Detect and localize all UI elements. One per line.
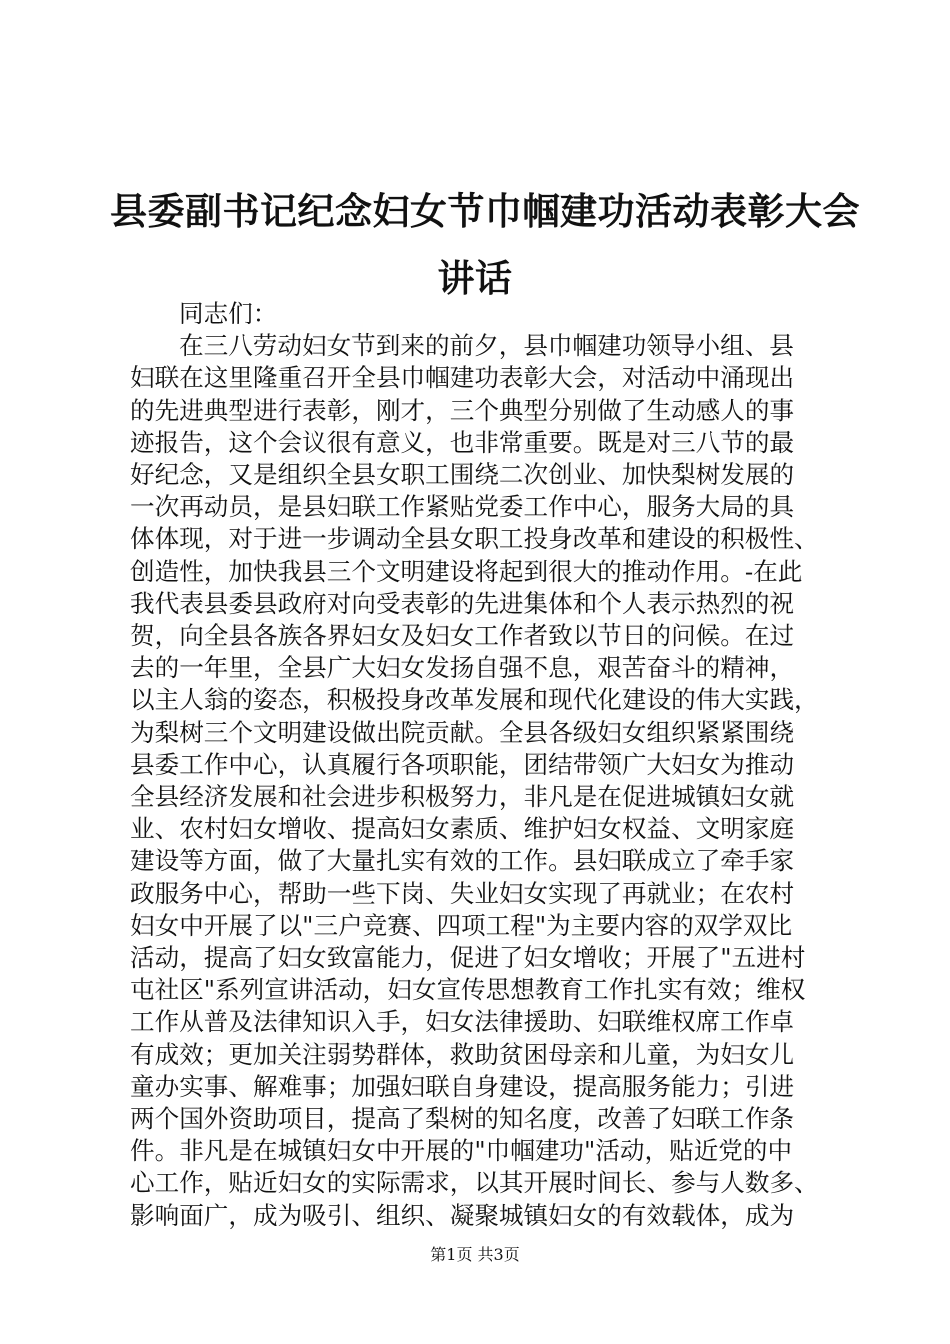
body-line: 在三八劳动妇女节到来的前夕，县巾帼建功领导小组、县 [179,331,794,361]
body-line: 我代表县委县政府对向受表彰的先进集体和个人表示热烈的祝 [130,588,795,618]
body-line: 贺，向全县各族各界妇女及妇女工作者致以节日的问候。在过 [130,621,795,651]
body-line: 体体现，对于进一步调动全县女职工投身改革和建设的积极性、 [130,524,819,554]
body-line: 影响面广，成为吸引、组织、凝聚城镇妇女的有效载体，成为 [130,1200,795,1230]
body-line: 童办实事、解难事；加强妇联自身建设，提高服务能力；引进 [130,1071,795,1101]
body-line: 创造性，加快我县三个文明建设将起到很大的推动作用。-在此 [130,556,803,586]
body-line: 有成效；更加关注弱势群体，救助贫困母亲和儿童，为妇女儿 [130,1039,795,1069]
salutation: 同志们： [179,299,278,328]
body-line: 屯社区"系列宣讲活动，妇女宣传思想教育工作扎实有效；维权 [130,975,806,1005]
body-line: 的先进典型进行表彰，刚才，三个典型分别做了生动感人的事 [130,395,795,425]
body-line: 妇女中开展了以"三户竞赛、四项工程"为主要内容的双学双比 [130,910,793,940]
body-line: 好纪念，又是组织全县女职工围绕二次创业、加快梨树发展的 [130,460,795,490]
page-footer: 第1页 共3页 [430,1245,520,1264]
body-line: 为梨树三个文明建设做出院贡献。全县各级妇女组织紧紧围绕 [130,717,795,747]
body-line: 一次再动员，是县妇联工作紧贴党委工作中心，服务大局的具 [130,492,795,522]
body-line: 建设等方面，做了大量扎实有效的工作。县妇联成立了牵手家 [130,846,795,876]
title-line-1: 县委副书记纪念妇女节巾帼建功活动表彰大会 [110,189,860,233]
body-line: 工作从普及法律知识入手，妇女法律援助、妇联维权席工作卓 [130,1007,795,1037]
body-line: 县委工作中心，认真履行各项职能，团结带领广大妇女为推动 [130,749,795,779]
body-line: 全县经济发展和社会进步积极努力，非凡是在促进城镇妇女就 [130,782,795,812]
body-line: 以主人翁的姿态，积极投身改革发展和现代化建设的伟大实践， [130,685,819,715]
body-line: 两个国外资助项目，提高了梨树的知名度，改善了妇联工作条 [130,1104,795,1134]
body-line: 去的一年里，全县广大妇女发扬自强不息，艰苦奋斗的精神， [130,653,795,683]
body-line: 业、农村妇女增收、提高妇女素质、维护妇女权益、文明家庭 [130,814,795,844]
title-line-2: 讲话 [437,256,513,300]
document-body [130,298,830,1232]
body-line: 活动，提高了妇女致富能力，促进了妇女增收；开展了"五进村 [130,943,806,973]
body-line: 心工作，贴近妇女的实际需求，以其开展时间长、参与人数多、 [130,1168,819,1198]
body-line: 迹报告，这个会议很有意义，也非常重要。既是对三八节的最 [130,427,795,457]
body-line: 妇联在这里隆重召开全县巾帼建功表彰大会，对活动中涌现出 [130,363,795,393]
document-title [110,178,860,312]
body-line: 件。非凡是在城镇妇女中开展的"巾帼建功"活动，贴近党的中 [130,1136,793,1166]
body-line: 政服务中心，帮助一些下岗、失业妇女实现了再就业；在农村 [130,878,795,908]
